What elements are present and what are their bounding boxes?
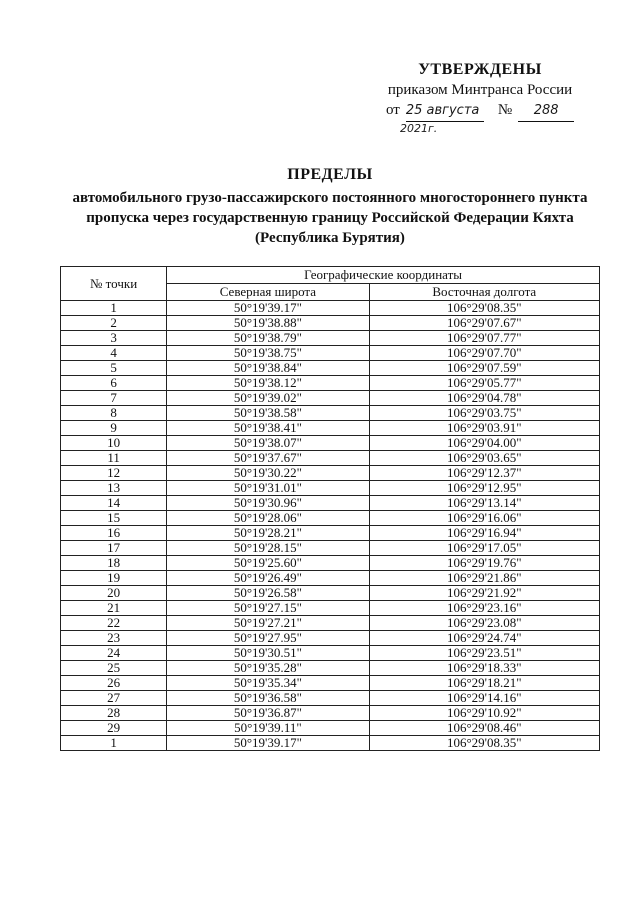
longitude-cell: 106°29'13.14" bbox=[369, 496, 599, 511]
table-row bbox=[61, 316, 600, 331]
latitude-cell: 50°19'28.06" bbox=[167, 511, 369, 526]
longitude-cell: 106°29'16.94" bbox=[369, 526, 599, 541]
longitude-cell: 106°29'16.06" bbox=[369, 511, 599, 526]
longitude-cell: 106°29'23.08" bbox=[369, 616, 599, 631]
latitude-cell: 50°19'26.49" bbox=[167, 571, 369, 586]
longitude-cell: 106°29'18.33" bbox=[369, 661, 599, 676]
longitude-cell: 106°29'23.16" bbox=[369, 601, 599, 616]
latitude-cell: 50°19'38.88" bbox=[167, 316, 369, 331]
point-number-cell: 16 bbox=[61, 526, 167, 541]
table-row bbox=[61, 421, 600, 436]
table-row bbox=[61, 721, 600, 736]
latitude-cell: 50°19'35.28" bbox=[167, 661, 369, 676]
point-number-cell: 12 bbox=[61, 466, 167, 481]
table-row bbox=[61, 736, 600, 751]
point-number-cell: 14 bbox=[61, 496, 167, 511]
point-number-cell: 9 bbox=[61, 421, 167, 436]
point-number-cell: 1 bbox=[61, 301, 167, 316]
table-row bbox=[61, 391, 600, 406]
latitude-cell: 50°19'38.79" bbox=[167, 331, 369, 346]
latitude-cell: 50°19'38.07" bbox=[167, 436, 369, 451]
latitude-cell: 50°19'27.95" bbox=[167, 631, 369, 646]
point-number-cell: 21 bbox=[61, 601, 167, 616]
handwritten-number: 288 bbox=[518, 101, 574, 122]
handwritten-date: 25 августа bbox=[406, 101, 484, 122]
point-number-cell: 26 bbox=[61, 676, 167, 691]
longitude-cell: 106°29'04.78" bbox=[369, 391, 599, 406]
latitude-cell: 50°19'36.58" bbox=[167, 691, 369, 706]
table-row bbox=[61, 601, 600, 616]
table-row bbox=[61, 331, 600, 346]
table-row bbox=[61, 661, 600, 676]
from-label: от bbox=[386, 102, 400, 118]
longitude-cell: 106°29'18.21" bbox=[369, 676, 599, 691]
longitude-cell: 106°29'17.05" bbox=[369, 541, 599, 556]
table-row bbox=[61, 361, 600, 376]
point-number-cell: 18 bbox=[61, 556, 167, 571]
longitude-cell: 106°29'21.86" bbox=[369, 571, 599, 586]
heading-line-1: автомобильного грузо-пассажирского постоянного многостороннего пункта bbox=[72, 190, 588, 206]
table-row bbox=[61, 631, 600, 646]
longitude-cell: 106°29'05.77" bbox=[369, 376, 599, 391]
table-row bbox=[61, 571, 600, 586]
table-row bbox=[61, 586, 600, 601]
document-heading bbox=[40, 165, 620, 248]
longitude-cell: 106°29'03.91" bbox=[369, 421, 599, 436]
longitude-cell: 106°29'21.92" bbox=[369, 586, 599, 601]
longitude-cell: 106°29'07.77" bbox=[369, 331, 599, 346]
latitude-cell: 50°19'30.51" bbox=[167, 646, 369, 661]
latitude-cell: 50°19'31.01" bbox=[167, 481, 369, 496]
point-number-cell: 28 bbox=[61, 706, 167, 721]
latitude-cell: 50°19'28.21" bbox=[167, 526, 369, 541]
longitude-cell: 106°29'07.67" bbox=[369, 316, 599, 331]
heading-title: ПРЕДЕЛЫ bbox=[287, 166, 373, 183]
point-number-cell: 15 bbox=[61, 511, 167, 526]
longitude-cell: 106°29'14.16" bbox=[369, 691, 599, 706]
approval-date-line bbox=[380, 100, 580, 122]
latitude-cell: 50°19'36.87" bbox=[167, 706, 369, 721]
point-number-cell: 2 bbox=[61, 316, 167, 331]
point-number-cell: 11 bbox=[61, 451, 167, 466]
latitude-cell: 50°19'35.34" bbox=[167, 676, 369, 691]
point-number-cell: 10 bbox=[61, 436, 167, 451]
header-geo-coordinates: Географические координаты bbox=[167, 267, 600, 284]
point-number-cell: 8 bbox=[61, 406, 167, 421]
point-number-cell: 23 bbox=[61, 631, 167, 646]
table-row bbox=[61, 556, 600, 571]
point-number-cell: 3 bbox=[61, 331, 167, 346]
longitude-cell: 106°29'12.95" bbox=[369, 481, 599, 496]
table-row bbox=[61, 526, 600, 541]
coordinates-table bbox=[60, 266, 600, 751]
longitude-cell: 106°29'07.59" bbox=[369, 361, 599, 376]
header-latitude: Северная широта bbox=[167, 284, 369, 301]
point-number-cell: 7 bbox=[61, 391, 167, 406]
latitude-cell: 50°19'30.22" bbox=[167, 466, 369, 481]
table-row bbox=[61, 616, 600, 631]
heading-line-3: (Республика Бурятия) bbox=[255, 230, 405, 246]
latitude-cell: 50°19'38.58" bbox=[167, 406, 369, 421]
latitude-cell: 50°19'27.15" bbox=[167, 601, 369, 616]
point-number-cell: 4 bbox=[61, 346, 167, 361]
approval-year-line bbox=[380, 122, 580, 135]
latitude-cell: 50°19'39.11" bbox=[167, 721, 369, 736]
point-number-cell: 19 bbox=[61, 571, 167, 586]
coordinates-table-body bbox=[61, 301, 600, 751]
longitude-cell: 106°29'24.74" bbox=[369, 631, 599, 646]
table-row bbox=[61, 691, 600, 706]
point-number-cell: 5 bbox=[61, 361, 167, 376]
table-row bbox=[61, 676, 600, 691]
point-number-cell: 25 bbox=[61, 661, 167, 676]
point-number-cell: 13 bbox=[61, 481, 167, 496]
latitude-cell: 50°19'25.60" bbox=[167, 556, 369, 571]
latitude-cell: 50°19'39.02" bbox=[167, 391, 369, 406]
point-number-cell: 1 bbox=[61, 736, 167, 751]
longitude-cell: 106°29'04.00" bbox=[369, 436, 599, 451]
table-row bbox=[61, 346, 600, 361]
table-row bbox=[61, 481, 600, 496]
longitude-cell: 106°29'23.51" bbox=[369, 646, 599, 661]
latitude-cell: 50°19'26.58" bbox=[167, 586, 369, 601]
latitude-cell: 50°19'38.41" bbox=[167, 421, 369, 436]
table-row bbox=[61, 496, 600, 511]
longitude-cell: 106°29'19.76" bbox=[369, 556, 599, 571]
table-row bbox=[61, 376, 600, 391]
table-row bbox=[61, 406, 600, 421]
point-number-cell: 29 bbox=[61, 721, 167, 736]
longitude-cell: 106°29'08.35" bbox=[369, 301, 599, 316]
latitude-cell: 50°19'38.84" bbox=[167, 361, 369, 376]
latitude-cell: 50°19'37.67" bbox=[167, 451, 369, 466]
latitude-cell: 50°19'38.12" bbox=[167, 376, 369, 391]
point-number-cell: 22 bbox=[61, 616, 167, 631]
latitude-cell: 50°19'39.17" bbox=[167, 301, 369, 316]
table-row bbox=[61, 436, 600, 451]
approval-title: УТВЕРЖДЕНЫ bbox=[418, 61, 542, 78]
approval-order-line: приказом Минтранса России bbox=[387, 82, 573, 98]
table-row bbox=[61, 451, 600, 466]
longitude-cell: 106°29'03.75" bbox=[369, 406, 599, 421]
longitude-cell: 106°29'07.70" bbox=[369, 346, 599, 361]
latitude-cell: 50°19'28.15" bbox=[167, 541, 369, 556]
longitude-cell: 106°29'03.65" bbox=[369, 451, 599, 466]
longitude-cell: 106°29'10.92" bbox=[369, 706, 599, 721]
point-number-cell: 17 bbox=[61, 541, 167, 556]
point-number-cell: 24 bbox=[61, 646, 167, 661]
table-row bbox=[61, 646, 600, 661]
point-number-cell: 20 bbox=[61, 586, 167, 601]
table-row bbox=[61, 706, 600, 721]
table-row bbox=[61, 466, 600, 481]
point-number-cell: 27 bbox=[61, 691, 167, 706]
table-row bbox=[61, 511, 600, 526]
latitude-cell: 50°19'30.96" bbox=[167, 496, 369, 511]
table-row bbox=[61, 541, 600, 556]
longitude-cell: 106°29'08.46" bbox=[369, 721, 599, 736]
table-row bbox=[61, 301, 600, 316]
header-point-number: № точки bbox=[61, 267, 167, 301]
approval-block bbox=[380, 60, 580, 135]
handwritten-year: 2021г. bbox=[400, 122, 438, 135]
latitude-cell: 50°19'38.75" bbox=[167, 346, 369, 361]
latitude-cell: 50°19'27.21" bbox=[167, 616, 369, 631]
longitude-cell: 106°29'08.35" bbox=[369, 736, 599, 751]
number-label: № bbox=[497, 102, 513, 118]
longitude-cell: 106°29'12.37" bbox=[369, 466, 599, 481]
heading-line-2: пропуска через государственную границу Российской Федерации Кяхта bbox=[86, 210, 574, 226]
point-number-cell: 6 bbox=[61, 376, 167, 391]
latitude-cell: 50°19'39.17" bbox=[167, 736, 369, 751]
header-longitude: Восточная долгота bbox=[369, 284, 599, 301]
